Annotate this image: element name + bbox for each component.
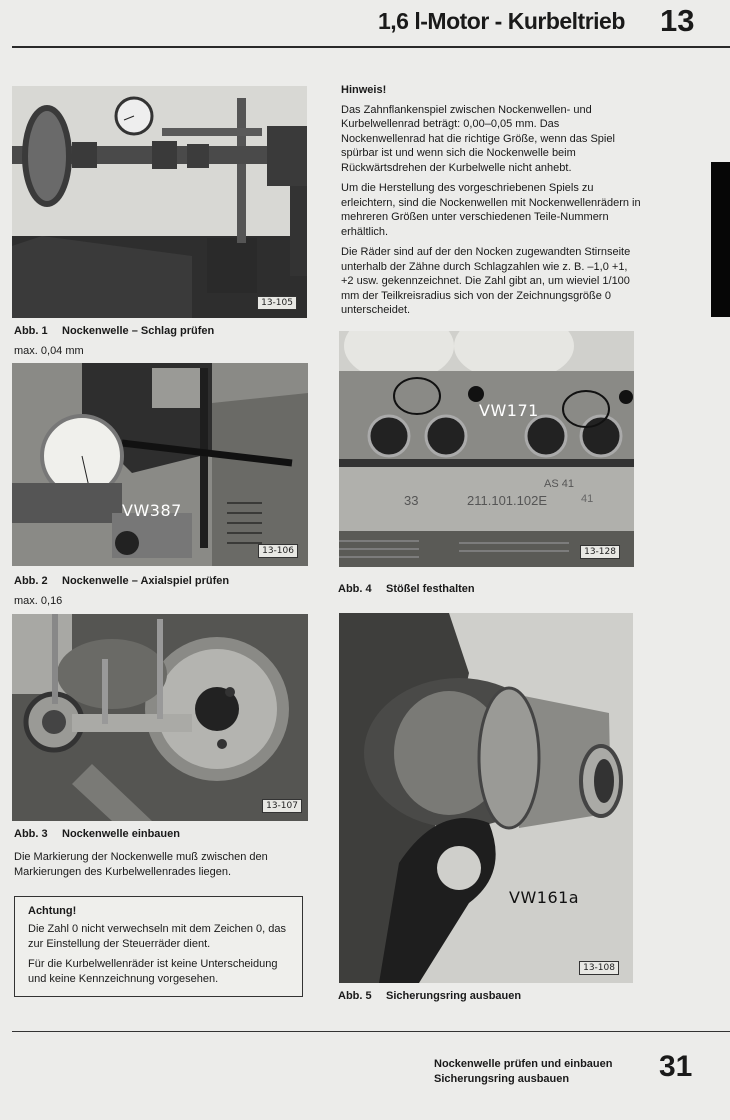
figure-4-title: Stößel festhalten [386,583,475,595]
figure-2-ref-code: 13-106 [258,544,298,558]
note-paragraph: Das Zahnflankenspiel zwischen Nockenwellen- und Kurbelwellenrad beträgt: 0,00–0,05 mm. Das Nockenwellenrad hat die richtige Größe, wenn das Spiel spürbar ist und wenn sich die Nockenwelle beim Rückwärtsdrehen der Kurbelwelle nicht anhebt. [341,103,615,174]
figure-2-subtext: max. 0,16 [14,595,63,607]
figure-4-caption [338,583,475,595]
figure-3-description: Die Markierung der Nockenwelle muß zwischen den Markierungen des Kurbelwellenrades liegen. [14,851,268,878]
note-paragraph: Um die Herstellung des vorgeschriebenen Spiels zu erleichtern, sind die Nockenwellen mit Nockenwellenrädern in mehreren Größen unter verschiedenen Teile-Nummern erhältlich. [341,182,641,238]
figure-2-title: Nockenwelle – Axialspiel prüfen [62,575,230,587]
figure-2-tool-callout: VW387 [122,501,182,520]
chapter-thumb-tab [711,162,730,317]
figure-2-photo [12,363,308,566]
figure-3-number: Abb. 3 [14,828,48,840]
figure-5-tool-callout: VW161a [509,888,580,907]
warning-paragraph: Die Zahl 0 nicht verwechseln mit dem Zeichen 0, das zur Einstellung der Steuerräder dient. [28,923,287,950]
chapter-number: 13 [660,3,695,38]
figure-1-photo [12,86,307,318]
footer-rule [12,1031,730,1032]
figure-5-title: Sicherungsring ausbauen [386,990,522,1002]
footer-line: Sicherungsring ausbauen [434,1073,570,1085]
note-paragraph: Die Räder sind auf der den Nocken zugewandten Stirnseite unterhalb der Zähne durch Schlagzahlen wie z. B. –1,0 +1, +2 usw. gekennzeichnet. Die Zahl gibt an, um wieviel 1/100 mm der Teilkreisradius sich von der Zeichnungsgröße 0 unterscheidet. [341,246,631,316]
figure-5-number: Abb. 5 [338,990,372,1002]
figure-5-caption [338,990,521,1002]
figure-4-ref-code: 13-128 [580,545,620,559]
footer-section-titles [434,1057,612,1087]
casting-mark: 33 [404,493,419,508]
figure-1-number: Abb. 1 [14,325,48,337]
figure-2-caption [14,575,229,587]
figure-5-photo [339,613,633,983]
figure-4-photo [339,331,634,567]
casting-mark: 211.101.102E [467,493,547,508]
warning-paragraph: Für die Kurbelwellenräder ist keine Unterscheidung und keine Kennzeichnung vorgesehen. [28,958,278,985]
figure-5-ref-code: 13-108 [579,961,619,975]
figure-4-tool-callout: VW171 [479,401,539,420]
page-header-title: 1,6 l-Motor - Kurbeltrieb [378,8,625,34]
figure-3-photo [12,614,308,821]
warning-title: Achtung! [28,905,77,917]
header-rule [12,46,730,48]
casting-mark: 41 [581,493,594,505]
figure-1-ref-code: 13-105 [257,296,297,310]
note-section [341,83,641,324]
figure-3-title: Nockenwelle einbauen [62,828,180,840]
figure-1-title: Nockenwelle – Schlag prüfen [62,325,215,337]
figure-3-ref-code: 13-107 [262,799,302,813]
note-title: Hinweis! [341,84,387,96]
figure-1-caption [14,325,214,337]
casting-mark: AS 41 [544,478,574,490]
figure-1-subtext: max. 0,04 mm [14,345,84,357]
footer-line: Nockenwelle prüfen und einbauen [434,1058,613,1070]
page-number: 31 [659,1050,693,1083]
warning-box [14,896,303,997]
figure-3-caption [14,828,180,840]
figure-4-number: Abb. 4 [338,583,372,595]
figure-2-number: Abb. 2 [14,575,48,587]
